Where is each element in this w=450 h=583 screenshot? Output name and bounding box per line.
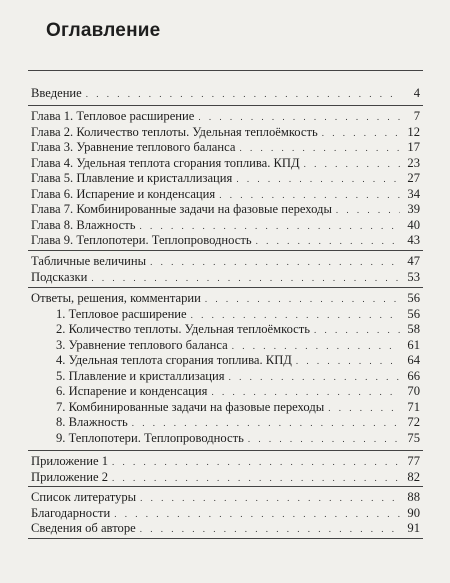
toc-entry-intro[interactable] [31, 86, 420, 102]
dot-leader [91, 271, 400, 287]
entry-label: 7. Комбинированные задачи на фазовые переходы [56, 399, 325, 414]
entry-label: 3. Уравнение теплового баланса [56, 337, 228, 352]
toc-entry-answer-item[interactable] [31, 415, 420, 431]
page-number: 7 [413, 109, 420, 123]
chapter-number: Глава 4. [31, 155, 74, 170]
divider [28, 486, 423, 487]
dot-leader [322, 126, 400, 142]
dot-leader [140, 522, 400, 538]
page-number: 72 [407, 415, 420, 429]
toc-entry-appendix[interactable] [31, 470, 420, 486]
toc-entry-answer-item[interactable] [31, 307, 420, 323]
dot-leader [112, 471, 400, 487]
entry-label: Табличные величины [31, 254, 147, 268]
toc-entry-hints[interactable] [31, 270, 420, 286]
chapter-title: Испарение и конденсация [76, 186, 216, 201]
toc-intro [31, 86, 420, 102]
chapter-number: Глава 9. [31, 233, 74, 247]
entry-label [31, 109, 194, 125]
chapter-title: Уравнение теплового баланса [76, 140, 236, 154]
page-number: 47 [407, 254, 420, 268]
entry-label: Приложение 2 [31, 469, 109, 484]
dot-leader [232, 339, 400, 355]
dot-leader [296, 354, 400, 370]
page-number: 75 [407, 430, 420, 445]
chapter-title: Тепловое расширение [76, 109, 195, 123]
entry-label [31, 202, 332, 218]
chapter-number: Глава 3. [31, 140, 74, 154]
page-number: 90 [407, 505, 420, 520]
chapter-number: Глава 2. [31, 124, 74, 139]
entry-label [31, 156, 300, 172]
page-number: 4 [413, 86, 420, 100]
toc-entry-chapter[interactable] [31, 109, 420, 125]
page-number: 56 [407, 306, 420, 321]
chapter-title: Теплопотери. Теплопроводность [76, 233, 252, 247]
toc-entry-chapter[interactable] [31, 156, 420, 172]
entry-label [31, 140, 235, 156]
toc-entry-about-author[interactable] [31, 521, 420, 537]
toc-entry-answer-item[interactable] [31, 322, 420, 338]
toc-entry-answer-item[interactable] [31, 400, 420, 416]
dot-leader [239, 141, 400, 157]
dot-leader [256, 234, 400, 250]
dot-leader [229, 370, 400, 386]
page-number: 56 [407, 291, 420, 305]
entry-label: Благодарности [31, 505, 111, 520]
chapter-number: Глава 5. [31, 171, 74, 185]
entry-label: Сведения об авторе [31, 521, 136, 535]
entry-label: 4. Удельная теплота сгорания топлива. КПД [56, 353, 292, 367]
entry-label [31, 233, 252, 249]
dot-leader [191, 308, 400, 324]
entry-label: Приложение 1 [31, 454, 109, 468]
dot-leader [219, 188, 400, 204]
toc-entry-chapter[interactable] [31, 171, 420, 187]
page-number: 58 [407, 322, 420, 336]
page-number: 43 [407, 233, 420, 247]
page-number: 17 [407, 140, 420, 154]
divider [28, 250, 423, 251]
entry-label: 2. Количество теплоты. Удельная теплоёмкость [56, 322, 311, 336]
chapter-number: Глава 7. [31, 202, 74, 216]
chapter-title: Влажность [76, 217, 136, 232]
toc-entry-chapter[interactable] [31, 202, 420, 218]
entry-label: 9. Теплопотери. Теплопроводность [56, 430, 244, 445]
toc-entry-answer-item[interactable] [31, 338, 420, 354]
chapter-number: Глава 6. [31, 186, 74, 201]
entry-label [31, 218, 136, 234]
toc-appendices [31, 454, 420, 485]
page-number: 34 [407, 186, 420, 201]
page-number: 23 [407, 155, 420, 170]
dot-leader [236, 172, 400, 188]
entry-label: Введение [31, 86, 82, 100]
toc-entry-chapter[interactable] [31, 233, 420, 249]
toc-entry-bibliography[interactable] [31, 490, 420, 506]
toc-reference [31, 254, 420, 285]
bottom-divider [28, 538, 423, 539]
dot-leader [132, 416, 400, 432]
page-number: 12 [407, 124, 420, 139]
toc-entry-answer-item[interactable] [31, 369, 420, 385]
dot-leader [205, 292, 400, 308]
page-number: 39 [407, 202, 420, 216]
page-number: 61 [407, 337, 420, 352]
toc-entry-answer-item[interactable] [31, 353, 420, 369]
entry-label: 6. Испарение и конденсация [56, 384, 208, 398]
toc-answers [31, 291, 420, 446]
chapter-title: Количество теплоты. Удельная теплоёмкость [76, 124, 318, 139]
entry-label [31, 187, 215, 203]
dot-leader [304, 157, 400, 173]
entry-label: 8. Влажность [56, 415, 128, 429]
dot-leader [314, 323, 400, 339]
page-title: Оглавление [46, 20, 161, 41]
entry-label: Ответы, решения, комментарии [31, 291, 201, 305]
dot-leader [336, 203, 400, 219]
entry-label: Список литературы [31, 490, 137, 504]
page-number: 70 [407, 384, 420, 398]
page-number: 64 [407, 353, 420, 367]
toc-entry-tables[interactable] [31, 254, 420, 270]
chapter-title: Плавление и кристаллизация [76, 171, 233, 185]
entry-label: 5. Плавление и кристаллизация [56, 368, 225, 383]
dot-leader [211, 385, 400, 401]
dot-leader [328, 401, 400, 417]
dot-leader [248, 432, 400, 448]
page-number: 82 [407, 469, 420, 484]
entry-label: Подсказки [31, 269, 88, 284]
page-number: 66 [407, 368, 420, 383]
divider [28, 287, 423, 288]
entry-label [31, 125, 318, 141]
chapter-number: Глава 1. [31, 109, 74, 123]
page-number: 40 [407, 217, 420, 232]
toc-entry-chapter[interactable] [31, 187, 420, 203]
divider [28, 450, 423, 451]
toc-chapters [31, 109, 420, 249]
toc-entry-answers[interactable] [31, 291, 420, 307]
dot-leader [112, 455, 400, 471]
dot-leader [114, 507, 400, 523]
toc-entry-answer-item[interactable] [31, 384, 420, 400]
entry-label: 1. Тепловое расширение [56, 306, 187, 321]
page-number: 88 [407, 490, 420, 504]
toc-entry-appendix[interactable] [31, 454, 420, 470]
top-divider [28, 70, 423, 71]
toc-entry-chapter[interactable] [31, 218, 420, 234]
toc-back-matter [31, 490, 420, 537]
divider [28, 105, 423, 106]
chapter-title: Удельная теплота сгорания топлива. КПД [76, 155, 300, 170]
dot-leader [140, 491, 400, 507]
toc-entry-answer-item[interactable] [31, 431, 420, 447]
entry-label [31, 171, 232, 187]
dot-leader [140, 219, 401, 235]
page-number: 91 [407, 521, 420, 535]
dot-leader [198, 110, 400, 126]
page-number: 71 [407, 399, 420, 414]
dot-leader [86, 87, 400, 103]
page-number: 27 [407, 171, 420, 185]
toc-entry-acknowledgements[interactable] [31, 506, 420, 522]
chapter-title: Комбинированные задачи на фазовые переходы [76, 202, 332, 216]
toc-entry-chapter[interactable] [31, 125, 420, 141]
chapter-number: Глава 8. [31, 217, 74, 232]
dot-leader [150, 255, 400, 271]
page-number: 77 [407, 454, 420, 468]
page-number: 53 [407, 269, 420, 284]
toc-entry-chapter[interactable] [31, 140, 420, 156]
